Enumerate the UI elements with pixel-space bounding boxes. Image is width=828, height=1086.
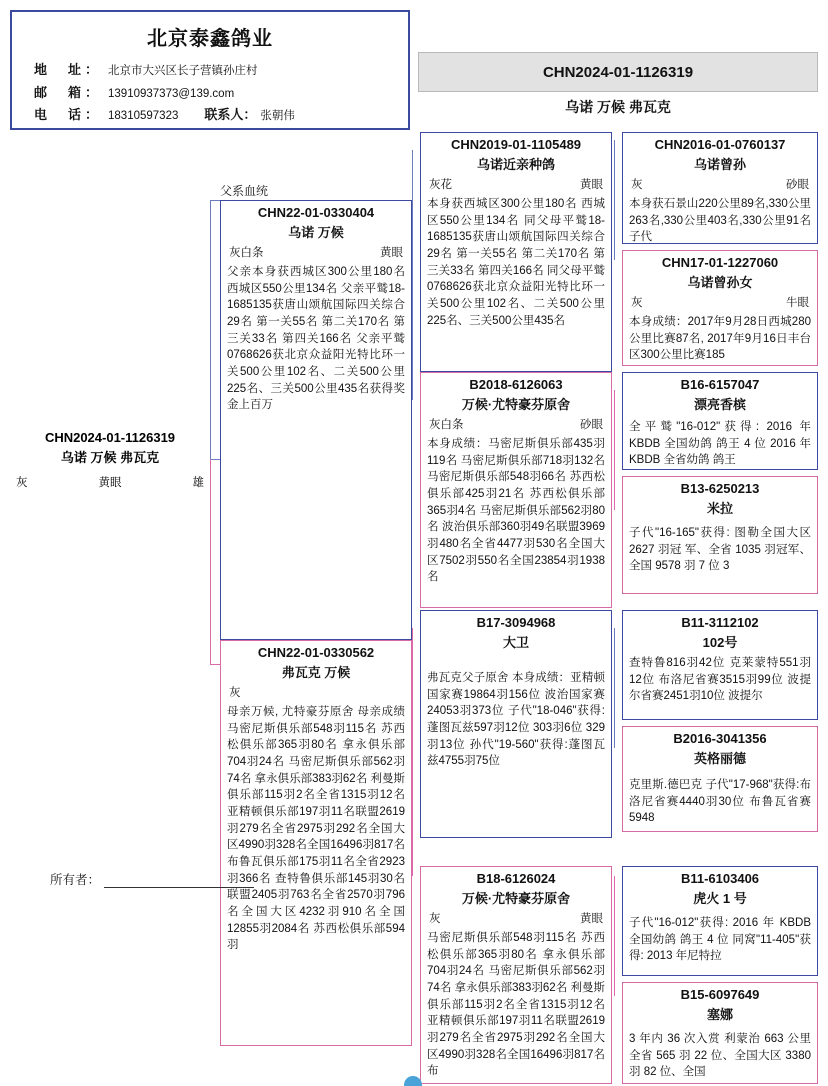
gen3-6-body: 克里斯.德巴克 子代"17-968"获得:布洛尼省赛4440羽30位 布鲁瓦省赛5948 <box>629 779 811 825</box>
sire-color: 灰白条 <box>229 247 264 259</box>
company-contact-label: 联系人： <box>204 107 257 123</box>
dam-dam-card <box>420 866 612 1084</box>
header-ring-number: CHN2024-01-1126319 <box>542 63 694 81</box>
connector-gen2-dam-vertical <box>412 628 413 876</box>
company-contact-value: 张朝伟 <box>260 110 295 123</box>
dam-dam-attrs <box>421 907 611 928</box>
connector-sire-h1 <box>210 200 220 201</box>
gen3-2-body: 本身成绩：2017年9月28日西城280公里比赛87名, 2017年9月16日丰台区300公里比赛185 <box>629 316 811 362</box>
connector-dam-h1 <box>210 664 220 665</box>
sire-sire-body: 本身获西城区300公里180名 西城区550公里134名 同父母平鹫18-1685135获唐山颂航国际四关综合29名 第一关55名 第二关170名 第三关33名 第四关166名 同父母平鹫0768626获北京众益阳光特比环一关500公里102名、二关500公里225名、三关500公里435名 <box>427 198 605 327</box>
company-phone-row <box>34 106 408 125</box>
connector-gen3-a <box>614 140 615 260</box>
subject-name: 乌诺 万候 弗瓦克 <box>60 450 160 465</box>
company-address-label: 地 址： <box>34 62 103 77</box>
company-email-row <box>34 84 408 103</box>
gen3-7-body: 子代"16-012"获得: 2016 年 KBDB 全国幼鸽 鸽王 4 位 同窝"11-405"获得: 2013 年尼特拉 <box>629 917 811 963</box>
header-ring-bar <box>418 52 818 92</box>
sire-sire-ring: CHN2019-01-1105489 <box>450 137 582 152</box>
gen3-1-eye: 砂眼 <box>786 179 809 191</box>
dam-sire-ring: B17-3094968 <box>476 615 556 630</box>
dam-sire-name: 大卫 <box>502 635 529 650</box>
gen3-4-name: 米拉 <box>706 501 733 516</box>
gen3-card-5 <box>622 610 818 720</box>
sire-eye: 黄眼 <box>380 247 403 259</box>
dam-body: 母亲万候, 尤特豪芬原舍 母亲成绩马密尼斯俱乐部548羽115名 苏西松俱乐部365羽80名 拿永俱乐部704羽24名 马密尼斯俱乐部562羽74名 拿永俱乐部383羽62名 利曼斯俱乐部115羽2名全省1315羽12名 亚精顿俱乐部197羽11名联盟2619羽279名全省2975羽292名全国大区4990羽328名全国16496羽817名 布鲁瓦俱乐部175羽11名全省2923羽366名 查特鲁俱乐部145羽30名联盟2405羽763名全省2570羽796名全国大区4232羽910名全国12855羽2084名 苏西松俱乐部594羽 <box>227 706 405 952</box>
sire-name: 乌诺 万候 <box>288 225 344 240</box>
dam-dam-eye: 黄眼 <box>580 913 603 925</box>
subject-attrs <box>10 466 210 490</box>
gen3-card-7 <box>622 866 818 976</box>
subject-ring: CHN2024-01-1126319 <box>44 430 176 445</box>
subject-eye: 黄眼 <box>98 477 122 489</box>
subject-color: 灰 <box>16 477 28 489</box>
sire-sire-color: 灰花 <box>429 179 452 191</box>
sire-dam-name: 万候·尤特豪芬原舍 <box>461 397 571 412</box>
gen3-card-6 <box>622 726 818 832</box>
gen3-card-4 <box>622 476 818 594</box>
owner-label: 所有者： <box>50 873 101 887</box>
gen3-8-ring: B15-6097649 <box>680 987 760 1002</box>
connector-subject-h <box>210 459 220 460</box>
sire-sire-eye: 黄眼 <box>580 179 603 191</box>
company-address-value: 北京市大兴区长子营镇孙庄村 <box>108 65 258 77</box>
gen3-1-ring: CHN2016-01-0760137 <box>654 137 786 152</box>
company-email-label: 邮 箱： <box>34 84 103 100</box>
company-phone-label: 电 话： <box>34 107 103 123</box>
gen3-4-ring: B13-6250213 <box>680 481 760 496</box>
gen3-card-3 <box>622 372 818 470</box>
company-address-row <box>34 61 408 80</box>
gen3-card-2 <box>622 250 818 366</box>
sire-dam-eye: 砂眼 <box>580 419 603 431</box>
owner-field <box>50 870 254 888</box>
owner-input-line[interactable] <box>104 874 254 888</box>
connector-sire-vertical <box>210 200 211 462</box>
gen3-1-body: 本身获石景山220公里89名,330公里263名,330公里403名,330公里91名 子代 <box>629 198 811 244</box>
gen3-1-color: 灰 <box>631 179 643 191</box>
gen3-2-name: 乌诺曾孙女 <box>687 275 753 290</box>
dam-attrs <box>221 681 411 702</box>
sire-body: 父亲本身获西城区300公里180名 西城区550公里134名 父亲平鹫18-1685135获唐山颂航国际四关综合29名 第一关55名 第二关170名 第三关33名 第四关166名 父亲平鹫0768626获北京众益阳光特比环一关500公里102名、二关500公里225名、三关500公里435名获得奖金上百万 <box>227 266 405 412</box>
sire-dam-attrs <box>421 413 611 434</box>
gen3-3-ring: B16-6157047 <box>680 377 760 392</box>
gen3-2-ring: CHN17-01-1227060 <box>661 255 779 270</box>
gen3-1-attrs <box>623 173 817 194</box>
dam-ring: CHN22-01-0330562 <box>257 645 375 660</box>
gen3-2-attrs <box>623 291 817 312</box>
gen3-1-name: 乌诺曾孙 <box>693 157 746 172</box>
sire-dam-color: 灰白条 <box>429 419 464 431</box>
gen3-6-ring: B2016-3041356 <box>673 731 767 746</box>
gen3-8-body: 3 年内 36 次入赏 利蒙治 663 公里全省 565 羽 22 位、全国大区 3380 羽 82 位、全国 <box>629 1033 811 1079</box>
company-title: 北京泰鑫鸽业 <box>147 28 273 50</box>
connector-gen3-d <box>614 876 615 996</box>
dam-dam-ring: B18-6126024 <box>476 871 556 886</box>
company-contact-rows <box>12 61 408 125</box>
dam-sire-body: 弗瓦克父子原舍 本身成绩：亚精顿国家赛19864羽156位 波治国家赛24053羽373位 子代"18-046"获得:蓬图瓦兹597羽12位 303羽6位 329羽13位 孙代"19-560"获得:蓬图瓦兹4755羽75位 <box>427 672 605 768</box>
sire-line-label: 父系血统 <box>220 184 269 198</box>
connector-gen3-b <box>614 390 615 510</box>
sire-dam-ring: B2018-6126063 <box>469 377 563 392</box>
gen3-6-name: 英格丽德 <box>693 751 746 766</box>
dam-name: 弗瓦克 万候 <box>281 665 351 680</box>
sire-card <box>220 200 412 640</box>
gen3-3-body: 全平鹫"16-012"获得: 2016 年 KBDB 全国幼鸽 鸽王 4 位 2016 年 KBDB 全省幼鸽 鸽王 <box>629 421 811 467</box>
gen3-5-ring: B11-3112102 <box>681 615 759 630</box>
dam-dam-body: 马密尼斯俱乐部548羽115名 苏西松俱乐部365羽80名 拿永俱乐部704羽24名 马密尼斯俱乐部562羽74名 拿永俱乐部383羽62名 利曼斯俱乐部115羽2名全省1315羽12名 亚精顿俱乐部197羽11名联盟2619羽279名全省2975羽292名全国大区4990羽328名全国16496羽817名 布 <box>427 932 605 1078</box>
gen3-5-name: 102号 <box>702 635 738 650</box>
sire-ring: CHN22-01-0330404 <box>257 205 375 220</box>
sire-sire-name: 乌诺近亲种鸽 <box>476 157 555 172</box>
subject-sex: 雄 <box>192 477 204 489</box>
header-pigeon-name: 乌诺 万候 弗瓦克 <box>565 99 671 115</box>
sire-sire-attrs <box>421 173 611 194</box>
gen3-4-body: 子代"16-165"获得: 图勒全国大区 2627 羽冠 军、全省 1035 羽冠军、全国 9578 羽 7 位 3 <box>629 527 811 573</box>
subject-card <box>10 424 210 494</box>
connector-gen3-c <box>614 628 615 748</box>
dam-dam-name: 万候·尤特豪芬原舍 <box>461 891 571 906</box>
gen3-7-name: 虎火 1 号 <box>693 891 747 906</box>
gen3-5-body: 查特鲁816羽42位 克莱蒙特551羽12位 布洛尼省赛3515羽99位 波提尔省赛2451羽10位 波提尔 <box>629 657 811 703</box>
dam-color: 灰 <box>229 687 241 699</box>
gen3-3-name: 漂亮香槟 <box>693 397 746 412</box>
company-phone-value: 18310597323 <box>108 110 179 123</box>
connector-dam-vertical <box>210 459 211 664</box>
gen3-2-eye: 牛眼 <box>786 297 809 309</box>
sire-dam-card <box>420 372 612 608</box>
gen3-card-8 <box>622 982 818 1084</box>
gen3-card-1 <box>622 132 818 244</box>
sire-dam-body: 本身成绩：马密尼斯俱乐部435羽119名 马密尼斯俱乐部718羽132名 马密尼斯俱乐部548羽66名 苏西松俱乐部425羽21名 苏西松俱乐部365羽4名 马密尼斯俱乐部562羽80名 波治俱乐部360羽49名联盟3969羽480名全省4477羽530名全国大区7502羽550名全国23854羽1938名 <box>427 438 605 584</box>
connector-gen2-sire-vertical <box>412 150 413 400</box>
gen3-8-name: 塞娜 <box>706 1007 733 1022</box>
sire-sire-card <box>420 132 612 372</box>
dam-card <box>220 640 412 1046</box>
gen3-7-ring: B11-6103406 <box>680 871 760 886</box>
company-info-box <box>10 10 410 130</box>
dam-sire-card <box>420 610 612 838</box>
dam-dam-color: 灰 <box>429 913 441 925</box>
sire-attrs <box>221 241 411 262</box>
gen3-2-color: 灰 <box>631 297 643 309</box>
company-email-value: 13910937373@139.com <box>108 87 235 100</box>
